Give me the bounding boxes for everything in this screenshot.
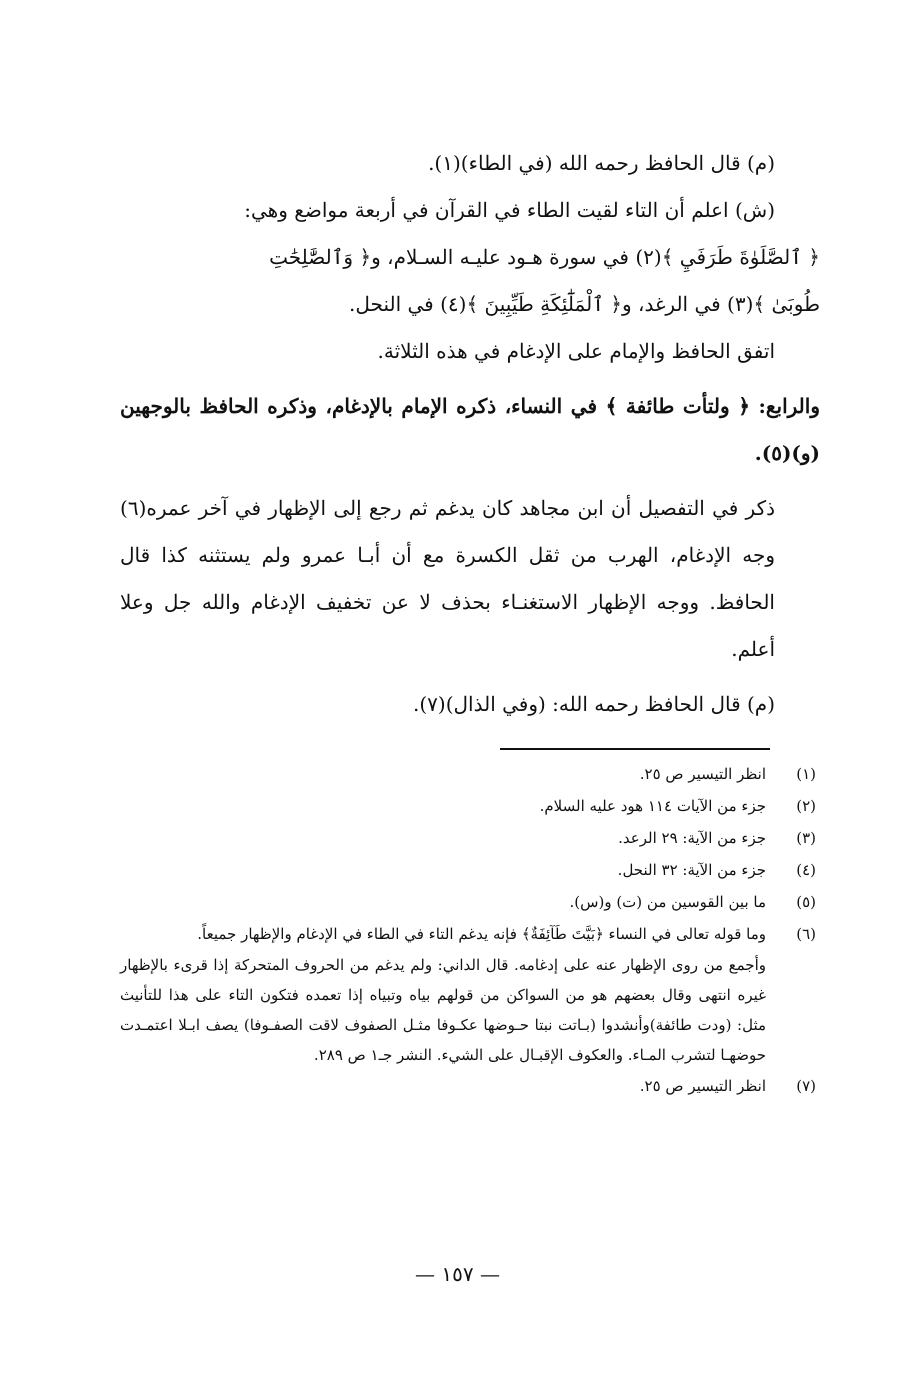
paragraph-quran-verses-2: طُوبَىٰ ﴾(٣) في الرغد، و﴿ ٱلْمَلَٰٓئِكَةِ طَيِّبِينَ ﴾(٤) في النحل. — [349, 292, 820, 316]
paragraph-quran-verses-1: ﴿ ٱلصَّلَوٰةَ طَرَفَيِ ﴾(٢) في سورة هـود عليـه السـلام، و﴿ وَٱلصَّٰلِحَٰتِ — [269, 245, 820, 269]
footnote-text: انظر التيسير ص ٢٥. — [639, 765, 766, 783]
footnote-item — [120, 1070, 820, 1102]
footnote-divider — [500, 748, 770, 750]
footnote-item — [120, 918, 820, 950]
footnote-6-continuation: وأجمع من روى الإظهار عنه على إدغامه. قال الداني: ولم يدغم من الحروف المتحركة إذا قرىء بالإظهار غيره انتهى وقال بعضهم هو من السواكن من قولهم بياه وتبياه إذا تعمده فتكون التاء على هذا للتأنيث مثل: (ودت طائفة)وأنشدوا (بـاتت نبتا حـوضها عكـوفا مثـل الصفوف لاقت الصفـوفا) يصف ابـلا اعتمـدت حوضهـا لتشرب المـاء. والعكوف الإقبـال على الشيء. النشر جـ١ ص ٢٨٩. — [120, 956, 766, 1064]
footnote-number: (٤) — [796, 861, 816, 879]
page-number: — ١٥٧ — — [415, 1262, 500, 1286]
footnote-text: انظر التيسير ص ٢٥. — [639, 1077, 766, 1095]
footnote-item — [120, 790, 820, 822]
footnotes — [120, 758, 820, 1102]
paragraph-tafsil: ذكر في التفصيل أن ابن مجاهد كان يدغم ثم رجع إلى الإظهار في آخر عمره(٦) وجه الإدغام، الهرب من ثقل الكسرة مع أن أبـا عمرو ولم يستثنه كذا قال الحافظ. ووجه الإظهار الاستغنـاء بحذف لا عن تخفيف الإدغام والله جل وعلا أعلم. — [120, 496, 775, 661]
footnote-item — [120, 854, 820, 886]
footnote-text: جزء من الآية: ٢٩ الرعد. — [618, 829, 766, 847]
footnote-text: ما بين القوسين من (ت) و(س). — [569, 893, 766, 911]
footnote-text: جزء من الآية: ٣٢ النحل. — [617, 861, 766, 879]
footnote-number: (٦) — [796, 925, 816, 943]
footnote-item — [120, 758, 820, 790]
footnote-text: جزء من الآيات ١١٤ هود عليه السلام. — [539, 797, 766, 815]
paragraph-matn-1: (م) قال الحافظ رحمه الله (في الطاء)(١). — [428, 151, 775, 175]
footnote-number: (٧) — [796, 1077, 816, 1095]
footnote-number: (٢) — [796, 797, 816, 815]
footnote-number: (٣) — [796, 829, 816, 847]
footnote-item — [120, 886, 820, 918]
paragraph-matn-2: (م) قال الحافظ رحمه الله: (وفي الذال)(٧). — [412, 692, 775, 716]
footnote-number: (٥) — [796, 893, 816, 911]
paragraph-sharh-intro: (ش) اعلم أن التاء لقيت الطاء في القرآن في أربعة مواضع وهي: — [244, 198, 775, 222]
main-text — [120, 140, 820, 728]
footnote-text: وما قوله تعالى في النساء ﴿بَيَّتَ طَآئِفَةٌ﴾ فإنه يدغم التاء في الطاء في الإدغام والإظهار جميعاً. — [197, 925, 766, 943]
footnote-item — [120, 822, 820, 854]
paragraph-agreement: اتفق الحافظ والإمام على الإدغام في هذه الثلاثة. — [377, 339, 775, 363]
paragraph-fourth-case: والرابع: ﴿ ولتأت طائفة ﴾ في النساء، ذكره الإمام بالإدغام، وذكره الحافظ بالوجهين (و)(٥). — [120, 394, 820, 465]
footnote-number: (١) — [796, 765, 816, 783]
